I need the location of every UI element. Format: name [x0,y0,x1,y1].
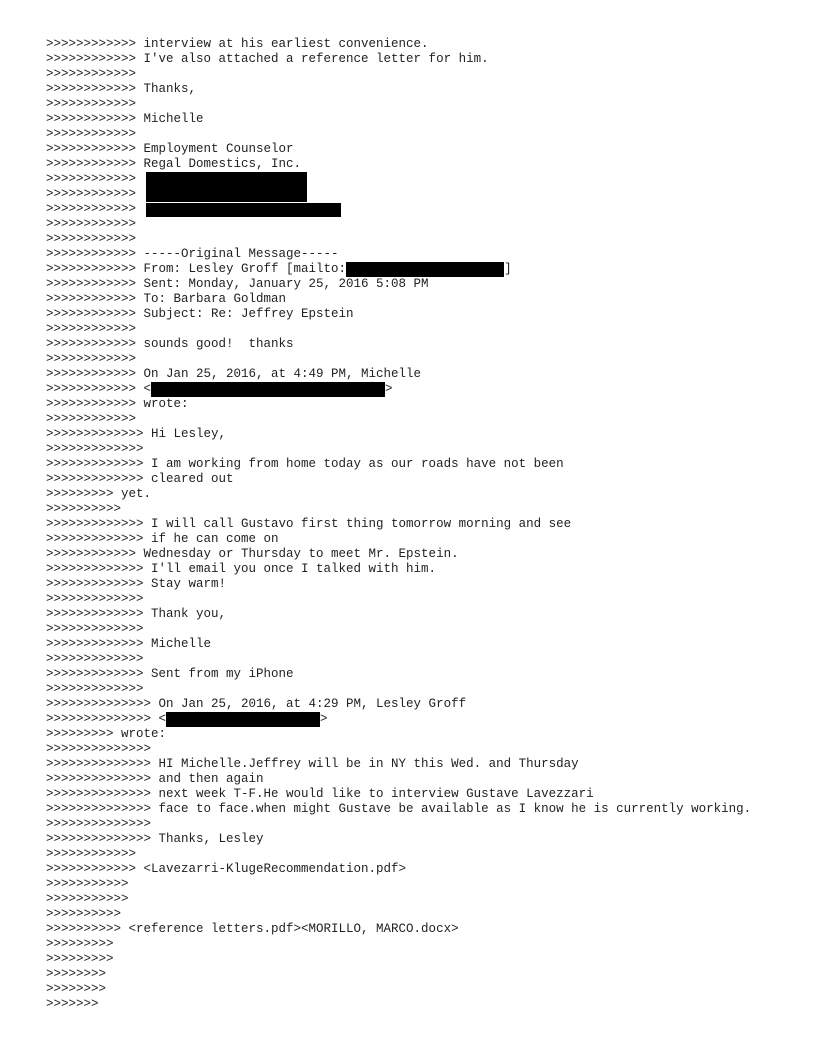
attachment-line: >>>>>>>>>> <reference letters.pdf><MORILLO, MARCO.docx> [46,922,459,936]
text-line: >>>>>>>>>>>> On Jan 25, 2016, at 4:49 PM, Michelle [46,367,422,381]
text-line: >>>>>>>>>>>>>> Thanks, Lesley [46,832,264,846]
text-line: >>>>>>>>> [46,937,114,951]
text-line: >>>>>>>>>>>> Employment Counselor [46,142,294,156]
text-line: >>>>>>>>>>>> sounds good! thanks [46,337,294,351]
line-text: >>>>>>>>>>>> From: Lesley Groff [mailto: [46,262,347,276]
text-line: >>>>>>>>>>>>> Stay warm! [46,577,227,591]
text-line: >>>>>>>>>>>> Thanks, [46,82,197,96]
text-line: >>>>>>>>>>> [46,877,129,891]
text-line: >>>>>>>>>>>> -----Original Message----- [46,247,339,261]
text-line: >>>>>>>> [46,967,107,981]
text-line: >>>>>>>>>>>>> [46,592,144,606]
text-line: >>>>>>>>>>>>> I am working from home today as our roads have not been [46,457,564,471]
text-line: >>>>>>>>>>>> I've also attached a reference letter for him. [46,52,489,66]
text-line: >>>>>>>>>>>>> [46,682,144,696]
text-line: >>>>>>>>>>>> [46,127,137,141]
text-line: >>>>>>>>> yet. [46,487,152,501]
text-line: >>>>>>>>>>>>>> [46,742,152,756]
text-line: >>>>>>>>>>>> Sent: Monday, January 25, 2016 5:08 PM [46,277,429,291]
redaction-box [146,203,341,217]
text-line: >>>>>>>>>>>>> [46,652,144,666]
text-line: >>>>>>>>>>>>>> On Jan 25, 2016, at 4:29 PM, Lesley Groff [46,697,467,711]
redaction-box [166,712,320,727]
text-line: >>>>>>>>> [46,952,114,966]
text-line: >>>>>>>>>>>> Michelle [46,112,204,126]
line-suffix: > [385,382,393,396]
text-line: >>>>>>>>>>>>>> HI Michelle.Jeffrey will be in NY this Wed. and Thursday [46,757,579,771]
text-line: >>>>>>>>>>> [46,892,129,906]
line-text: >>>>>>>>>>>>>> < [46,712,167,726]
text-line: >>>>>>>>>>>>> Sent from my iPhone [46,667,294,681]
attachment-line: >>>>>>>>>>>> <Lavezarri-KlugeRecommendation.pdf> [46,862,407,876]
text-line: >>>>>>>>>>>>> Thank you, [46,607,227,621]
text-line: >>>>>>>>> wrote: [46,727,167,741]
text-line: >>>>>>>>>>>>> Michelle [46,637,212,651]
text-line: >>>>>>>>>>>> wrote: [46,397,189,411]
text-line: >>>>>>>>>>>> [46,232,137,246]
redacted-line [46,202,806,217]
text-line: >>>>>>>>>>>> Wednesday or Thursday to meet Mr. Epstein. [46,547,459,561]
text-line: >>>>>>>>>>>> [46,217,137,231]
text-line: >>>>>>>>>> [46,502,122,516]
text-line: >>>>>>>>>>>> Regal Domestics, Inc. [46,157,302,171]
line-prefix: >>>>>>>>>>>> [46,172,144,186]
line-suffix: ] [504,262,512,276]
text-line: >>>>>>>>>>>> [46,322,137,336]
text-line: >>>>>>>>>>>>> I'll email you once I talked with him. [46,562,437,576]
text-line: >>>>>>>>>>>> [46,412,137,426]
line-text: >>>>>>>>>>>> < [46,382,152,396]
redaction-box [346,262,504,277]
text-line: >>>>>>>>>>>>> cleared out [46,472,234,486]
text-line: >>>>>>>> [46,982,107,996]
text-line: >>>>>>> [46,997,99,1011]
text-line: >>>>>>>>>>>> [46,352,137,366]
line-prefix: >>>>>>>>>>>> [46,202,144,216]
text-line: >>>>>>>>>>>>>> [46,817,152,831]
redaction-box [151,382,385,397]
redacted-line [46,172,806,187]
email-line [46,382,806,397]
email-line [46,712,806,727]
text-line: >>>>>>>>>>>>>> next week T-F.He would like to interview Gustave Lavezzari [46,787,594,801]
from-line [46,262,806,277]
text-line: >>>>>>>>>>>> [46,187,137,201]
text-line: >>>>>>>>>>>>> [46,442,144,456]
line-suffix: > [320,712,328,726]
text-line: >>>>>>>>>>>>> I will call Gustavo first thing tomorrow morning and see [46,517,572,531]
text-line: >>>>>>>>>>>> Subject: Re: Jeffrey Epstein [46,307,354,321]
text-line: >>>>>>>>>>>> [46,67,137,81]
text-line: >>>>>>>>>>>> To: Barbara Goldman [46,292,287,306]
text-line: >>>>>>>>>>>>>> face to face.when might Gustave be available as I know he is currently working. [46,802,752,816]
text-line: >>>>>>>>>>>>>> and then again [46,772,264,786]
text-line: >>>>>>>>>>>> [46,847,137,861]
email-document [46,37,806,1012]
text-line: >>>>>>>>>>>>> [46,622,144,636]
text-line: >>>>>>>>>>>> [46,97,137,111]
text-line: >>>>>>>>>> [46,907,122,921]
text-line: >>>>>>>>>>>>> Hi Lesley, [46,427,227,441]
text-line: >>>>>>>>>>>>> if he can come on [46,532,279,546]
text-line: >>>>>>>>>>>> interview at his earliest convenience. [46,37,429,51]
